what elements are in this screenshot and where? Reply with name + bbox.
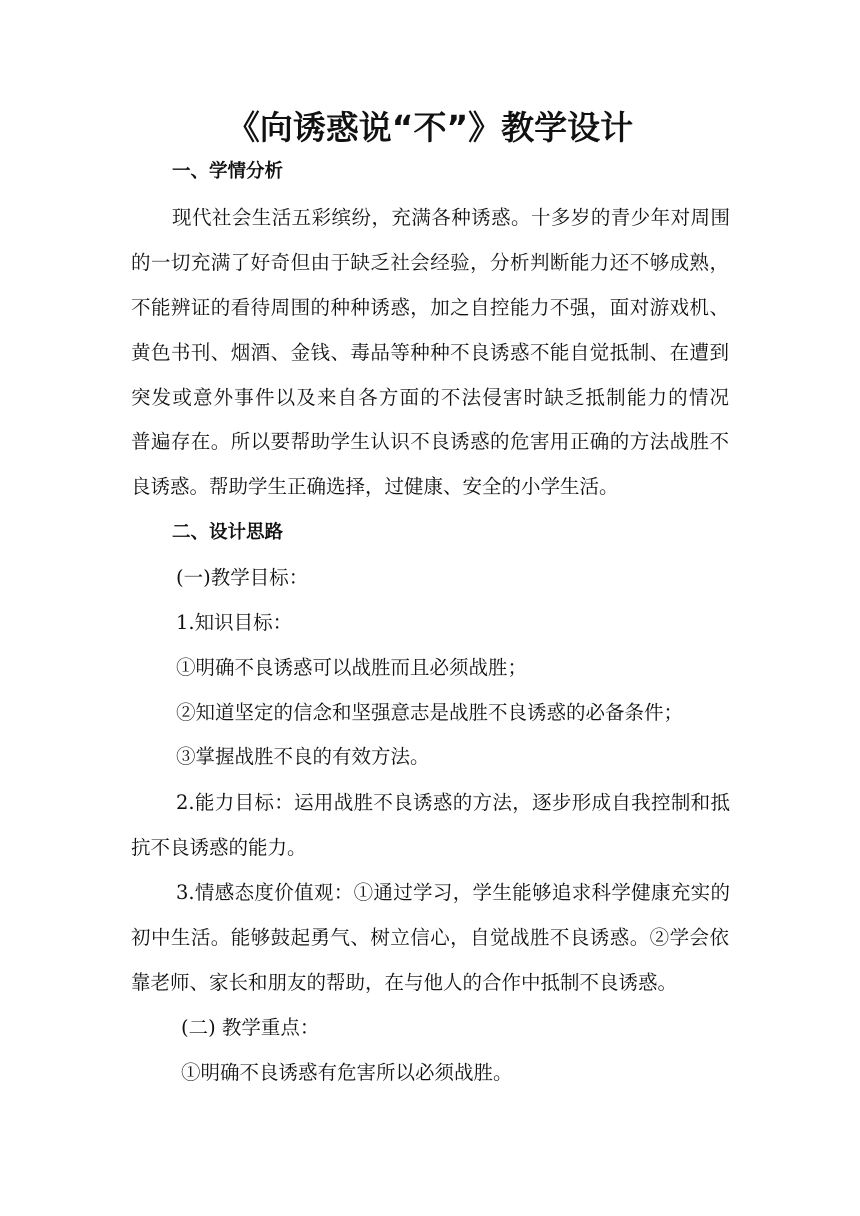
list-item: ③掌握战胜不良的有效方法。 — [176, 745, 430, 768]
section-heading-learning-analysis: 一、学情分析 — [172, 161, 284, 182]
ability-goal-line: 抗不良诱惑的能力。 — [131, 836, 307, 859]
subheading-teaching-focus: (二) 教学重点： — [181, 1016, 320, 1039]
subheading-teaching-goals: (一)教学目标： — [176, 566, 309, 589]
ability-goal-line: 2.能力目标：运用战胜不良诱惑的方法，逐步形成自我控制和抵 — [176, 791, 730, 814]
emotion-goal-line: 初中生活。能够鼓起勇气、树立信心，自觉战胜不良诱惑。②学会依 — [131, 926, 729, 949]
paragraph-line: 现代社会生活五彩缤纷，充满各种诱惑。十多岁的青少年对周围 — [172, 206, 730, 229]
section-heading-design-idea: 二、设计思路 — [172, 522, 284, 543]
emotion-goal-line: 3.情感态度价值观：①通过学习，学生能够追求科学健康充实的 — [176, 881, 730, 904]
paragraph-line: 不能辨证的看待周围的种种诱惑，加之自控能力不强，面对游戏机、 — [131, 296, 729, 319]
paragraph-line: 突发或意外事件以及来自各方面的不法侵害时缺乏抵制能力的情况 — [131, 386, 729, 409]
paragraph-line: 的一切充满了好奇但由于缺乏社会经验，分析判断能力还不够成熟， — [131, 251, 729, 274]
list-item: ①明确不良诱惑可以战胜而且必须战胜； — [176, 656, 528, 679]
list-item: ①明确不良诱惑有危害所以必须战胜。 — [181, 1061, 513, 1084]
document-title: 《向诱惑说“不”》教学设计 — [226, 108, 634, 147]
paragraph-line: 良诱惑。帮助学生正确选择，过健康、安全的小学生活。 — [131, 475, 619, 498]
paragraph-line: 普遍存在。所以要帮助学生认识不良诱惑的危害用正确的方法战胜不 — [131, 430, 729, 453]
knowledge-goal-heading: 1.知识目标： — [176, 611, 293, 634]
list-item: ②知道坚定的信念和坚强意志是战胜不良诱惑的必备条件； — [176, 701, 684, 724]
paragraph-line: 黄色书刊、烟酒、金钱、毒品等种种不良诱惑不能自觉抵制、在遭到 — [131, 341, 729, 364]
emotion-goal-line: 靠老师、家长和朋友的帮助，在与他人的合作中抵制不良诱惑。 — [131, 971, 678, 994]
